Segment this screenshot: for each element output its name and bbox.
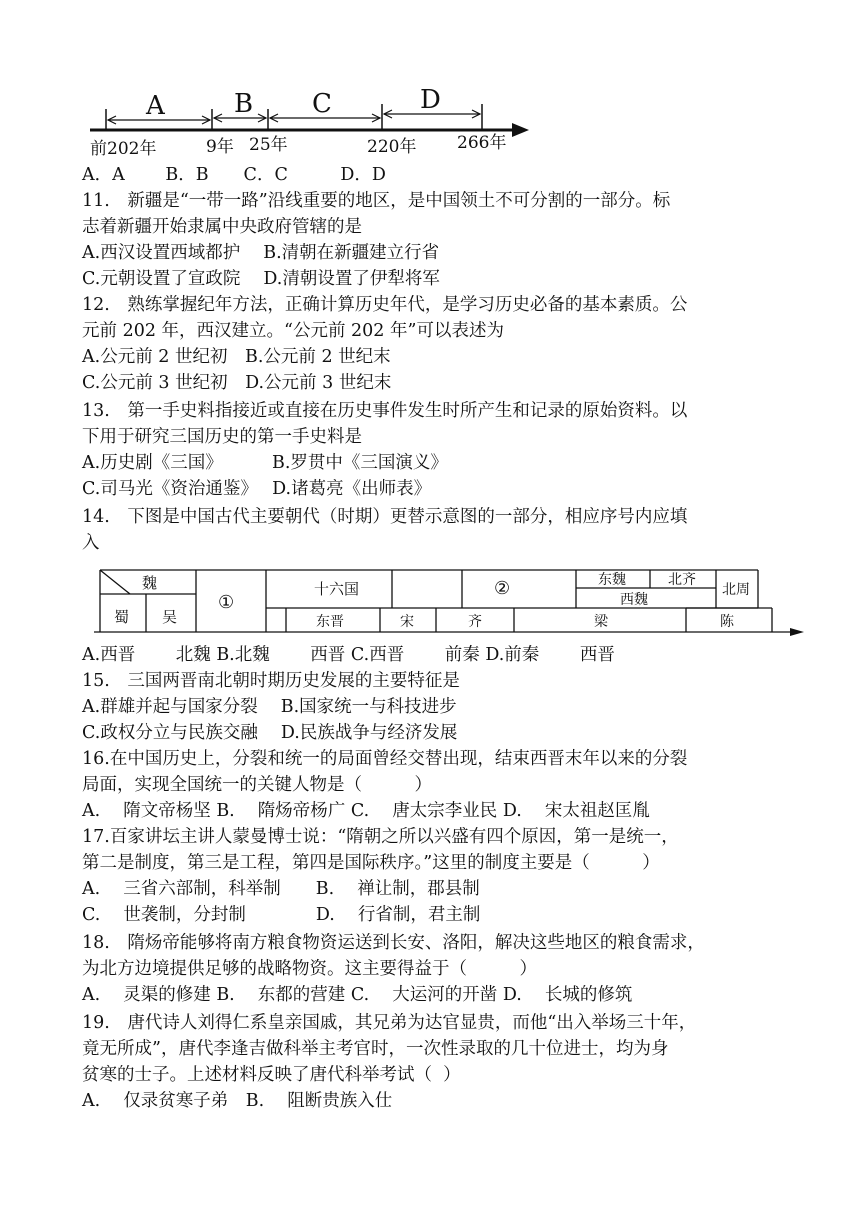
q18-stem-2: 为北方边境提供足够的战略物资。这主要得益于（ ） — [82, 959, 537, 979]
q12-stem-2: 元前 202 年，西汉建立。“公元前 202 年”可以表述为 — [82, 321, 504, 341]
label-beizhou: 北周 — [722, 582, 750, 598]
label-chen: 陈 — [720, 614, 734, 630]
q16-options: A. 隋文帝杨坚 B. 隋炀帝杨广 C. 唐太宗李业民 D. 宋太祖赵匡胤 — [82, 801, 650, 821]
q13-options-ab: A.历史剧《三国》 B.罗贯中《三国演义》 — [82, 453, 448, 473]
q12-stem-1: 12. 熟练掌握纪年方法，正确计算历史年代，是学习历史必备的基本素质。公 — [82, 295, 688, 315]
segment-a-label: A — [146, 91, 165, 121]
q13-stem-1: 13. 第一手史料指接近或直接在历史事件发生时所产生和记录的原始资料。以 — [82, 401, 688, 421]
label-liang: 梁 — [594, 614, 608, 630]
q17-options-cd: C. 世袭制，分封制 D. 行省制，君主制 — [82, 905, 481, 925]
blank-1: ① — [218, 592, 235, 613]
q19-stem-3: 贫寒的士子。上述材料反映了唐代科举考试（ ） — [82, 1065, 461, 1085]
label-qi: 齐 — [468, 614, 482, 630]
q14-options: A.西晋 北魏 B.北魏 西晋 C.西晋 前秦 D.前秦 西晋 — [82, 645, 615, 665]
q15-stem: 15. 三国两晋南北朝时期历史发展的主要特征是 — [82, 671, 460, 691]
q10-options: A．A B．B C．C D．D — [82, 165, 386, 185]
q19-stem-2: 竟无所成”，唐代李逢吉做科举主考官时，一次性录取的几十位进士，均为身 — [82, 1039, 669, 1059]
q13-stem-2: 下用于研究三国历史的第一手史料是 — [82, 427, 362, 447]
label-song: 宋 — [400, 614, 414, 630]
label-dongwei: 东魏 — [598, 572, 626, 588]
label-shu: 蜀 — [114, 608, 130, 626]
label-dongjin: 东晋 — [316, 614, 344, 630]
q12-options-cd: C.公元前 3 世纪初 D.公元前 3 世纪末 — [82, 373, 392, 393]
q12-options-ab: A.公元前 2 世纪初 B.公元前 2 世纪末 — [82, 347, 391, 367]
tick-label-25: 25年 — [249, 135, 288, 155]
blank-2: ② — [494, 578, 511, 599]
q17-stem-2: 第二是制度，第三是工程，第四是国际秩序。”这里的制度主要是（ ） — [82, 853, 660, 873]
q18-stem-1: 18. 隋炀帝能够将南方粮食物资运送到长安、洛阳，解决这些地区的粮食需求， — [82, 933, 705, 953]
q15-options-ab: A.群雄并起与国家分裂 B.国家统一与科技进步 — [82, 697, 457, 717]
q13-options-cd: C.司马光《资治通鉴》 D.诸葛亮《出师表》 — [82, 479, 432, 499]
label-beiqi: 北齐 — [668, 572, 696, 588]
tick-label-202bc: 前202年 — [90, 139, 157, 159]
timeline-figure — [82, 84, 532, 162]
tick-label-220: 220年 — [367, 137, 417, 157]
q17-stem-1: 17.百家讲坛主讲人蒙曼博士说：“隋朝之所以兴盛有四个原因，第一是统一， — [82, 827, 679, 847]
tick-label-9: 9年 — [206, 137, 234, 157]
label-xiwei: 西魏 — [620, 592, 648, 608]
segment-d-label: D — [420, 85, 441, 115]
segment-b-label: B — [234, 89, 254, 119]
q16-stem-2: 局面，实现全国统一的关键人物是（ ） — [82, 775, 432, 795]
q14-stem-2: 入 — [82, 533, 100, 553]
tick-label-266: 266年 — [457, 133, 507, 153]
q11-options-ab: A.西汉设置西域都护 B.清朝在新疆建立行省 — [82, 243, 440, 263]
q11-stem-2: 志着新疆开始隶属中央政府管辖的是 — [82, 217, 362, 237]
label-sixteen-kingdoms: 十六国 — [314, 580, 360, 598]
q15-options-cd: C.政权分立与民族交融 D.民族战争与经济发展 — [82, 723, 458, 743]
q19-stem-1: 19. 唐代诗人刘得仁系皇亲国戚，其兄弟为达官显贵，而他“出入举场三十年， — [82, 1013, 697, 1033]
q18-options: A. 灵渠的修建 B. 东都的营建 C. 大运河的开凿 D. 长城的修筑 — [82, 985, 633, 1005]
label-wei: 魏 — [142, 574, 158, 592]
segment-c-label: C — [312, 89, 332, 119]
dynasty-chart — [90, 564, 810, 644]
label-wu: 吴 — [162, 608, 178, 626]
q11-options-cd: C.元朝设置了宣政院 D.清朝设置了伊犁将军 — [82, 269, 440, 289]
q16-stem-1: 16.在中国历史上，分裂和统一的局面曾经交替出现，结束西晋末年以来的分裂 — [82, 749, 688, 769]
q11-stem-1: 11. 新疆是“一带一路”沿线重要的地区，是中国领土不可分割的一部分。标 — [82, 191, 671, 211]
q17-options-ab: A. 三省六部制，科举制 B. 禅让制，郡县制 — [82, 879, 480, 899]
q14-stem-1: 14. 下图是中国古代主要朝代（时期）更替示意图的一部分，相应序号内应填 — [82, 507, 688, 527]
q19-options-ab: A. 仅录贫寒子弟 B. 阻断贵族入仕 — [82, 1091, 393, 1111]
